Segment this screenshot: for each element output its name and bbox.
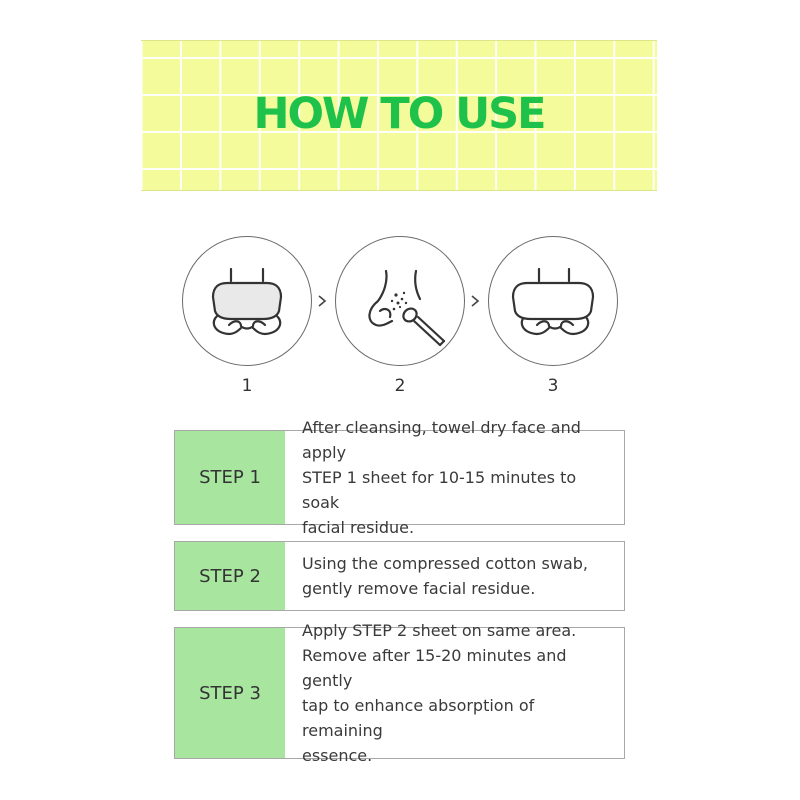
step-description: Apply STEP 2 sheet on same area. Remove after 15-20 minutes and gently tap to enhance absorption of remaining essence. (302, 621, 577, 765)
step-row-1 (174, 418, 625, 537)
nose-cotton-swab-icon (336, 237, 466, 367)
step-2-illustration (335, 236, 465, 366)
step-row-2 (174, 541, 625, 611)
step-number-1: 1 (241, 376, 253, 396)
chevron-right-icon (316, 294, 328, 308)
step-label: STEP 1 (175, 431, 285, 524)
step-row-3 (174, 621, 625, 765)
step-number-2: 2 (394, 376, 406, 396)
chevron-right-icon (469, 294, 481, 308)
step-1-illustration (182, 236, 312, 366)
step-3-illustration (488, 236, 618, 366)
step-description: Using the compressed cotton swab, gently remove facial residue. (302, 554, 588, 598)
page-title: HOW TO USE (253, 89, 545, 139)
step-label: STEP 2 (175, 542, 285, 610)
nose-strip-icon (183, 237, 313, 367)
step-label: STEP 3 (175, 628, 285, 758)
title-banner (141, 40, 657, 191)
step-description: After cleansing, towel dry face and apply STEP 1 sheet for 10-15 minutes to soak facial residue. (302, 418, 581, 537)
step-number-3: 3 (547, 376, 559, 396)
nose-strip-icon (489, 237, 619, 367)
